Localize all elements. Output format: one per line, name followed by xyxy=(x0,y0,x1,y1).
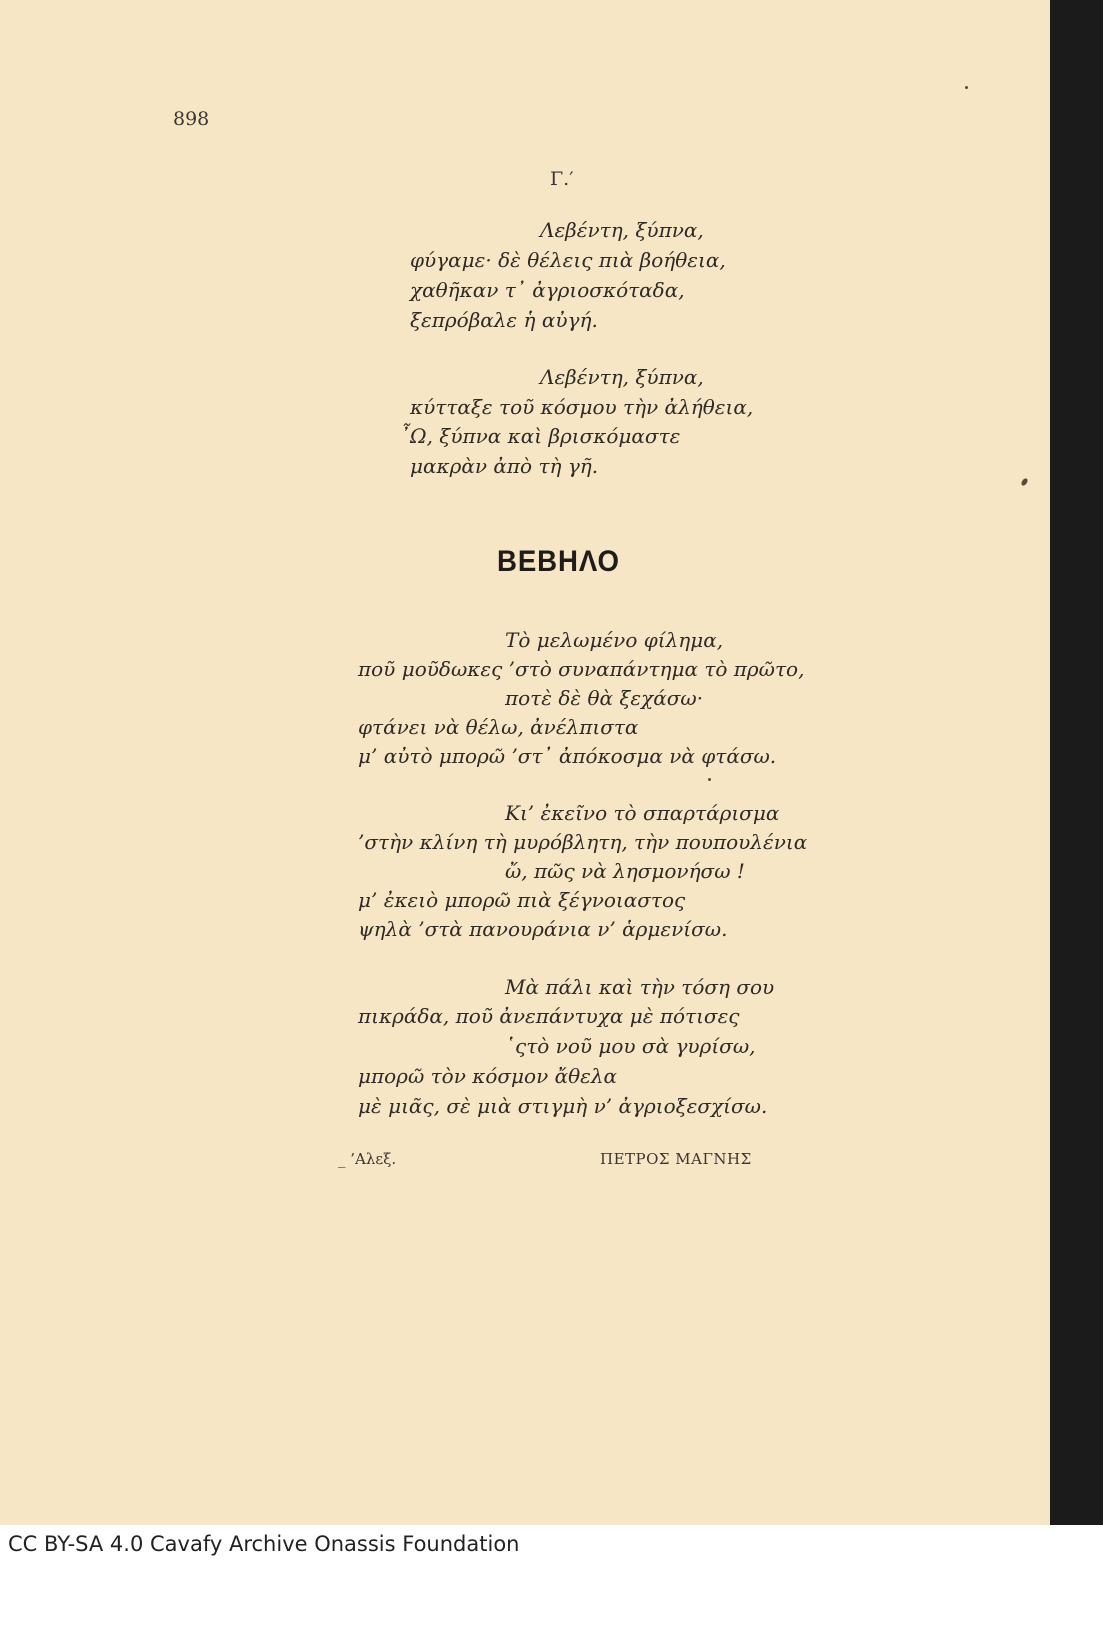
credit-line: CC BY-SA 4.0 Cavafy Archive Onassis Foundation xyxy=(8,1532,520,1556)
paper-speck xyxy=(965,86,968,89)
poem-line: κύτταξε τοῦ κόσμου τὴν ἀλήθεια, xyxy=(410,395,754,419)
poem-line: Μὰ πάλι καὶ τὴν τόση σου xyxy=(505,975,775,999)
poem-line: μ’ αὐτὸ μπορῶ ’στ᾿ ἀπόκοσμα νὰ φτάσω. xyxy=(358,744,777,768)
poem-line: ποῦ μοῦδωκες ’στὸ συναπάντημα τὸ πρῶτο, xyxy=(358,657,805,681)
poem-line: ποτὲ δὲ θὰ ξεχάσω· xyxy=(505,686,704,710)
poem-line: μ’ ἐκειὸ μπορῶ πιὰ ξέγνοιαστος xyxy=(358,888,686,912)
poem-line: Κι’ ἐκεῖνο τὸ σπαρτάρισμα xyxy=(505,801,780,825)
poem-line: ’στὴν κλίνη τὴ μυρόβλητη, τὴν πουπουλένια xyxy=(358,830,808,854)
poem-line: φύγαμε· δὲ θέλεις πιὰ βοήθεια, xyxy=(410,248,726,272)
poem-line: ὤ, πῶς νὰ λησμονήσω ! xyxy=(505,859,745,883)
poem-line: μακρὰν ἀπὸ τὴ γῆ. xyxy=(410,454,599,478)
poem-line: πικράδα, ποῦ ἀνεπάντυχα μὲ πότισες xyxy=(358,1004,740,1028)
place-signature: _ ’Αλεξ. xyxy=(338,1150,397,1168)
poem-line: Τὸ μελωμένο φίλημα, xyxy=(505,628,724,652)
paper-speck xyxy=(1020,477,1029,486)
poem-line: χαθῆκαν τ᾽ ἀγριοσκόταδα, xyxy=(410,278,685,302)
poem-line: Λεβέντη, ξύπνα, xyxy=(540,218,704,242)
author-signature: ΠΕΤΡΟΣ ΜΑΓΝΗΣ xyxy=(600,1150,752,1168)
poem-line: μὲ μιᾶς, σὲ μιὰ στιγμὴ ν’ ἀγριοξεσχίσω. xyxy=(358,1094,768,1118)
page-number: 898 xyxy=(173,108,210,130)
paper-speck xyxy=(708,778,711,781)
poem-line: ξεπρόβαλε ἡ αὐγή. xyxy=(410,308,598,332)
scan-edge xyxy=(1050,0,1103,1525)
poem-line: ῾ςτὸ νοῦ μου σὰ γυρίσω, xyxy=(505,1034,756,1058)
poem-line: Λεβέντη, ξύπνα, xyxy=(540,365,704,389)
poem-line: ψηλὰ ’στὰ πανουράνια ν’ ἁρμενίσω. xyxy=(358,917,728,941)
poem-line: ῏Ω, ξύπνα καὶ βρισκόμαστε xyxy=(400,424,681,448)
poem-line: μπορῶ τὸν κόσμον ἄθελα xyxy=(358,1064,618,1088)
poem-title: ΒΕΒΗΛΟ xyxy=(497,545,620,578)
section-mark: Γ.′ xyxy=(550,168,574,190)
poem-line: φτάνει νὰ θέλω, ἀνέλπιστα xyxy=(358,715,639,739)
